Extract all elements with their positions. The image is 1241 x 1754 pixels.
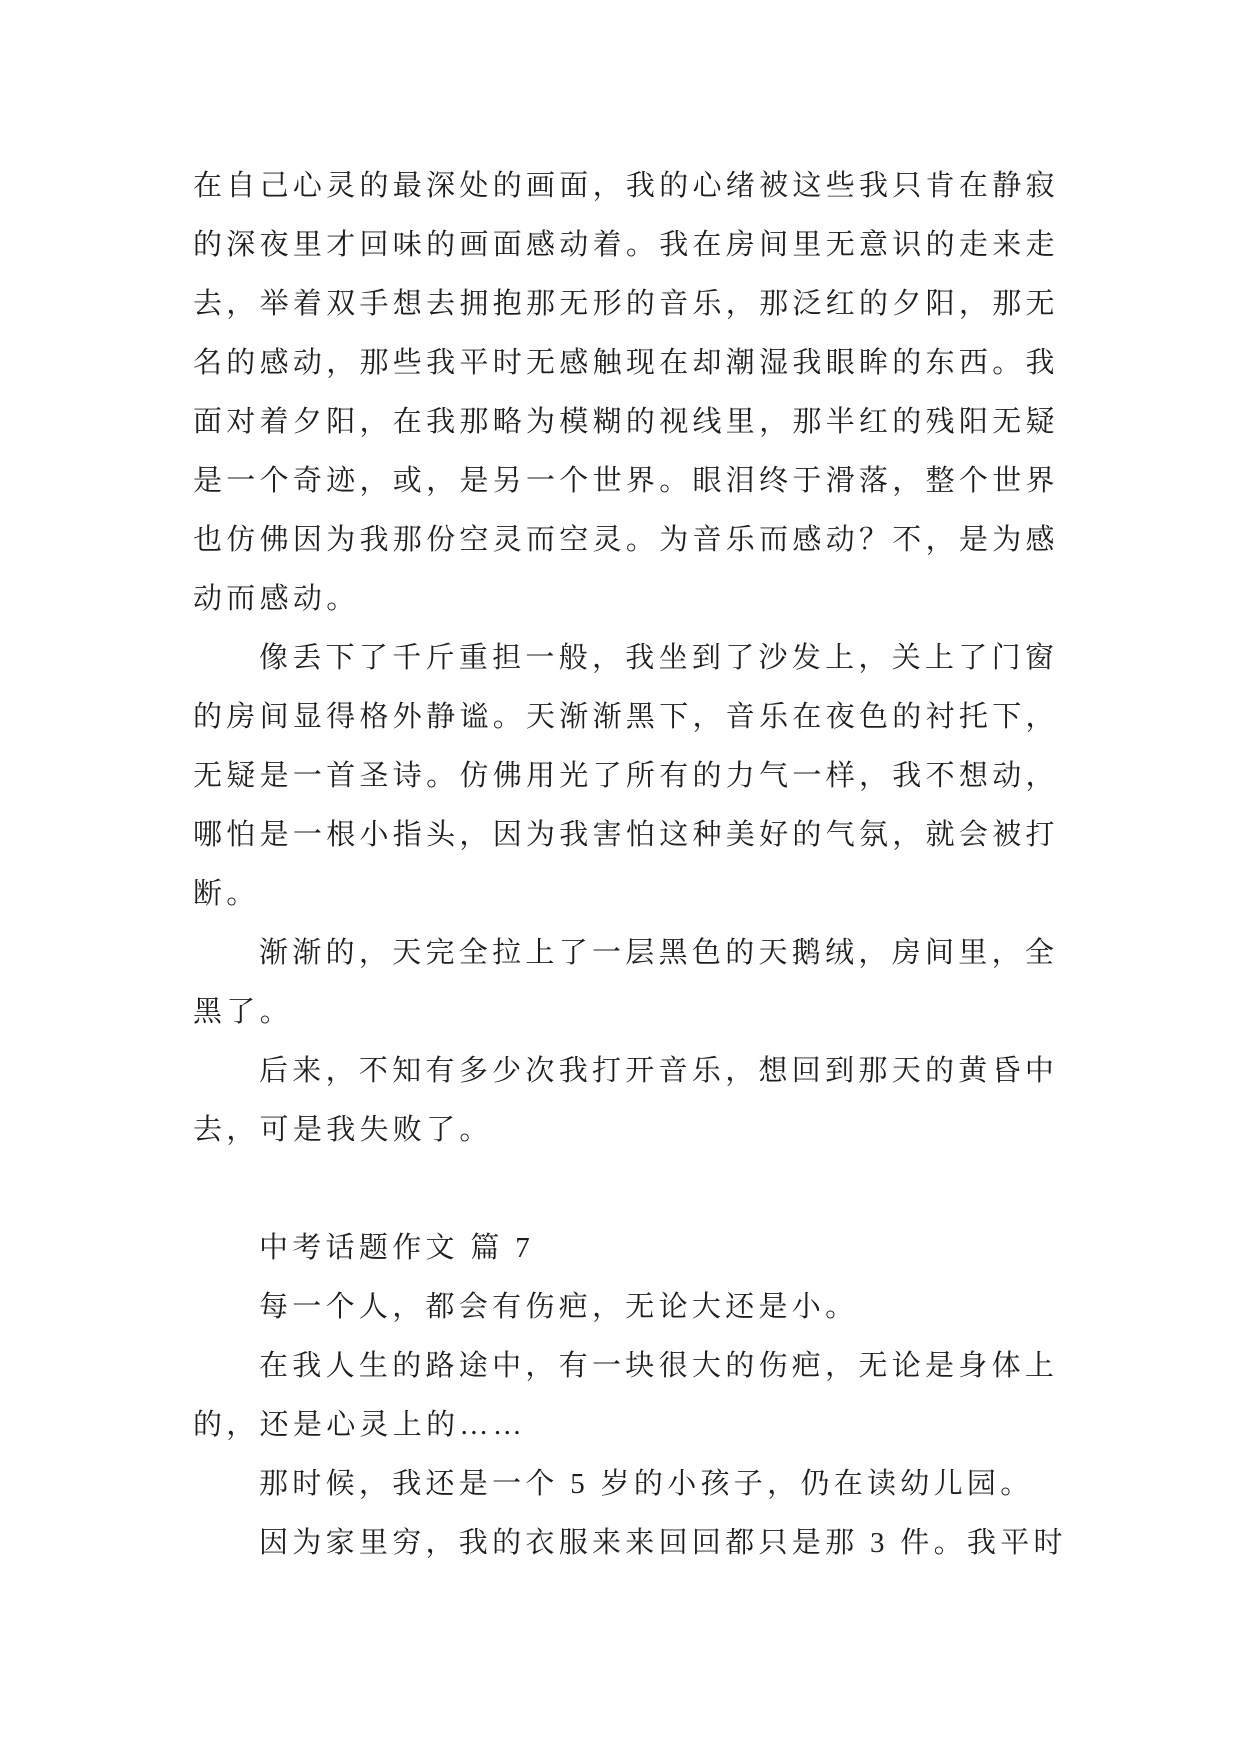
text-line: 因为家里穷，我的衣服来来回回都只是那 3 件。我平时 <box>259 1527 1067 1559</box>
text-line: 的深夜里才回味的画面感动着。我在房间里无意识的走来走 <box>193 229 1059 261</box>
text-line: 黑了。 <box>193 996 293 1028</box>
text-line: 也仿佛因为我那份空灵而空灵。为音乐而感动？不，是为感 <box>193 524 1059 556</box>
text-line: 无疑是一首圣诗。仿佛用光了所有的力气一样，我不想动， <box>193 760 1059 792</box>
text-line: 后来，不知有多少次我打开音乐，想回到那天的黄昏中 <box>259 1055 1059 1087</box>
essay-heading: 中考话题作文 篇 7 <box>259 1232 535 1264</box>
text-line: 像丢下了千斤重担一般，我坐到了沙发上，关上了门窗 <box>259 642 1059 674</box>
text-line: 每一个人，都会有伤疤，无论大还是小。 <box>259 1291 859 1323</box>
text-line: 的房间显得格外静谧。天渐渐黑下，音乐在夜色的衬托下， <box>193 701 1059 733</box>
text-line: 那时候，我还是一个 5 岁的小孩子，仍在读幼儿园。 <box>259 1468 1034 1500</box>
text-line: 断。 <box>193 878 260 910</box>
text-line: 哪怕是一根小指头，因为我害怕这种美好的气氛，就会被打 <box>193 819 1059 851</box>
text-line: 去，举着双手想去拥抱那无形的音乐，那泛红的夕阳，那无 <box>193 288 1059 320</box>
text-line: 的，还是心灵上的…… <box>193 1409 527 1441</box>
text-line: 名的感动，那些我平时无感触现在却潮湿我眼眸的东西。我 <box>193 347 1059 379</box>
text-line: 去，可是我失败了。 <box>193 1114 493 1146</box>
text-line: 面对着夕阳，在我那略为模糊的视线里，那半红的残阳无疑 <box>193 406 1059 438</box>
text-line: 渐渐的，天完全拉上了一层黑色的天鹅绒，房间里，全 <box>259 937 1059 969</box>
text-line: 动而感动。 <box>193 583 360 615</box>
text-line: 在自己心灵的最深处的画面，我的心绪被这些我只肯在静寂 <box>193 170 1059 202</box>
text-line: 在我人生的路途中，有一块很大的伤疤，无论是身体上 <box>259 1350 1059 1382</box>
text-line: 是一个奇迹，或，是另一个世界。眼泪终于滑落，整个世界 <box>193 465 1059 497</box>
